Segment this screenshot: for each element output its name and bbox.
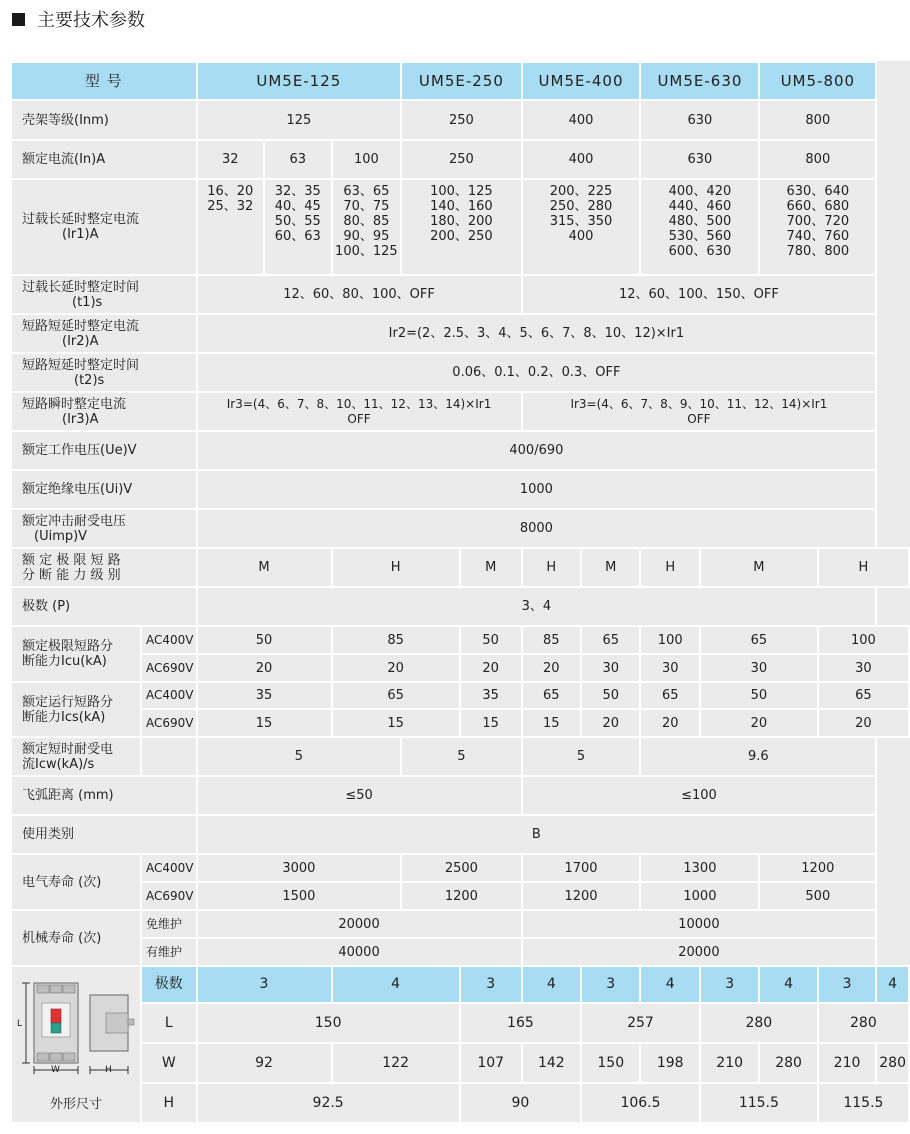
t1-label-line2: (t1)s [72,294,103,310]
elife-value: 1200 [401,882,521,910]
icu-value: 20 [460,654,522,682]
voltage-sublabel: AC400V [141,854,197,882]
dims-h-label: H [141,1083,197,1123]
ir1-value: 140、160 [430,199,493,214]
ics-value: 50 [581,682,640,709]
ir1-value: 70、75 [343,199,390,214]
icu-value: 20 [332,654,460,682]
model-um5-800: UM5-800 [759,62,876,100]
breaking-level-label-line2: 分 断 能 力 级 别 [22,567,121,583]
elife-value: 1700 [522,854,641,882]
dims-l-value: 257 [581,1003,700,1043]
mlife-row-free [11,910,909,938]
ir1-value: 60、63 [274,229,321,244]
t2-label-line1: 短路短延时整定时间 [22,357,140,373]
dimension-w-mark: W [51,1065,60,1075]
poles-value: 3、4 [197,587,877,626]
dims-w-label: W [141,1043,197,1083]
frame-value: 125 [197,100,402,140]
icu-value: 30 [700,654,818,682]
dims-w-value: 210 [700,1043,759,1083]
dims-h-value: 90 [460,1083,581,1123]
model-um5e-250: UM5E-250 [401,62,521,100]
ue-value: 400/690 [197,431,877,470]
ics-label-line1: 额定运行短路分 [22,694,114,710]
t1-row [11,275,909,314]
poles-row [11,587,909,626]
t2-label [11,353,197,392]
arc-value-left: ≤50 [197,776,522,815]
icu-value: 100 [640,626,699,654]
mlife-label: 机械寿命 (次) [11,910,141,966]
ics-value: 50 [700,682,818,709]
ir1-value: 50、55 [274,214,321,229]
icu-value: 20 [197,654,332,682]
elife-value: 500 [759,882,876,910]
icu-value: 50 [197,626,332,654]
voltage-sublabel: AC690V [141,882,197,910]
dims-l-value: 150 [197,1003,460,1043]
icw-label [11,737,141,776]
ir1-value: 200、225 [549,184,613,199]
ir1-value: 40、45 [274,199,321,214]
icw-row [11,737,909,776]
ics-label [11,682,141,737]
frame-value: 400 [522,100,641,140]
spec-table [10,61,910,1124]
dims-w-value: 92 [197,1043,332,1083]
t2-label-line2: (t2)s [74,372,105,388]
model-um5e-400: UM5E-400 [522,62,641,100]
ui-label: 额定绝缘电压(Ui)V [11,470,197,509]
breaking-level-row [11,548,909,587]
ir1-values-b [264,179,332,275]
dims-l-value: 280 [818,1003,909,1043]
dims-pole-value: 3 [460,966,522,1003]
model-label: 型 号 [11,62,197,100]
ics-value: 35 [460,682,522,709]
ir1-value: 530、560 [668,229,732,244]
dims-poles-label: 极数 [141,966,197,1003]
dims-w-value: 280 [759,1043,817,1083]
dims-h-row [11,1083,909,1123]
ir1-values-m3 [522,179,641,275]
ir1-value: 100、125 [335,244,398,259]
rated-current-value: 630 [640,140,759,179]
icw-value: 5 [197,737,402,776]
elife-value: 1000 [640,882,759,910]
voltage-sublabel: AC400V [141,626,197,654]
dims-pole-value: 4 [332,966,460,1003]
header-row [11,62,909,100]
frame-value: 250 [401,100,521,140]
dims-w-value: 210 [818,1043,876,1083]
ir1-value: 660、680 [786,199,850,214]
ir1-values-a [197,179,265,275]
icu-value: 30 [818,654,909,682]
ir1-value: 32、35 [274,184,321,199]
ir2-value: Ir2=(2、2.5、3、4、5、6、7、8、10、12)×Ir1 [197,314,877,353]
icu-row-690 [11,654,909,682]
elife-value: 1500 [197,882,402,910]
voltage-sublabel: AC690V [141,654,197,682]
ics-value: 65 [522,682,581,709]
ir3-left-line2: OFF [347,411,371,426]
rated-current-value: 400 [522,140,641,179]
model-um5e-630: UM5E-630 [640,62,759,100]
voltage-sublabel: AC400V [141,682,197,709]
dims-w-value: 198 [640,1043,699,1083]
dims-w-row [11,1043,909,1083]
t2-value: 0.06、0.1、0.2、0.3、OFF [197,353,877,392]
ics-value: 20 [700,709,818,737]
frame-value: 630 [640,100,759,140]
icw-value: 5 [522,737,641,776]
ir1-value: 440、460 [668,199,732,214]
ir1-value: 315、350 [549,214,613,229]
ics-row-690 [11,709,909,737]
rated-current-value: 800 [759,140,876,179]
dims-pole-value: 3 [581,966,640,1003]
breaking-level-value: M [700,548,818,587]
voltage-sublabel: AC690V [141,709,197,737]
ue-row [11,431,909,470]
arc-label: 飞弧距离 (mm) [11,776,197,815]
icw-value: 9.6 [640,737,876,776]
ir1-value: 180、200 [430,214,493,229]
t2-row [11,353,909,392]
toggle-handle [51,1009,61,1023]
ir1-label-line2: (Ir1)A [62,227,99,242]
elife-value: 1200 [522,882,641,910]
ir1-row [11,179,909,275]
section-title [12,7,145,31]
ir1-value: 400、420 [668,184,732,199]
arc-value-right: ≤100 [522,776,877,815]
icu-row-400 [11,626,909,654]
frame-label: 壳架等级(Inm) [11,100,197,140]
ir1-values-m4 [640,179,759,275]
icu-value: 85 [332,626,460,654]
ir1-value: 16、20 [207,184,254,199]
breaking-level-value: H [818,548,909,587]
ir1-values-c [332,179,402,275]
ir1-value: 200、250 [430,229,493,244]
category-label: 使用类别 [11,815,197,854]
uimp-label-line1: 额定冲击耐受电压 [22,513,127,529]
dims-pole-value: 4 [759,966,817,1003]
ir1-value: 740、760 [786,229,850,244]
icu-value: 65 [581,626,640,654]
icu-value: 30 [581,654,640,682]
ir3-right-line1: Ir3=(4、6、7、8、9、10、11、12、14)×Ir1 [570,396,828,411]
dims-w-value: 280 [876,1043,909,1083]
ir3-value-right [522,392,877,431]
ir1-label [11,179,197,275]
outline-drawing-cell [11,966,141,1123]
breaking-level-value: H [332,548,460,587]
dims-w-value: 122 [332,1043,460,1083]
ics-label-line2: 断能力Ics(kA) [22,709,106,725]
ir1-value: 480、500 [668,214,732,229]
dims-pole-value: 3 [197,966,332,1003]
icu-value: 100 [818,626,909,654]
arc-row [11,776,909,815]
ics-value: 15 [197,709,332,737]
dims-poles-row [11,966,909,1003]
t1-label-line1: 过载长延时整定时间 [22,279,140,295]
maintenance-sublabel: 免维护 [141,910,197,938]
ir2-label-line2: (Ir2)A [62,333,99,349]
ics-value: 15 [522,709,581,737]
ir2-row [11,314,909,353]
dims-h-value: 115.5 [700,1083,818,1123]
ics-value: 15 [460,709,522,737]
ics-value: 35 [197,682,332,709]
breaking-level-label [11,548,197,587]
dims-pole-value: 4 [876,966,909,1003]
ics-value: 65 [332,682,460,709]
elife-value: 1200 [759,854,876,882]
mlife-value: 10000 [522,910,877,938]
ui-value: 1000 [197,470,877,509]
frame-value: 800 [759,100,876,140]
ir1-value: 780、800 [786,244,850,259]
rated-current-row [11,140,909,179]
maintenance-sublabel: 有维护 [141,938,197,966]
breaking-level-label-line1: 额 定 极 限 短 路 [22,552,121,568]
ir3-left-line1: Ir3=(4、6、7、8、10、11、12、13、14)×Ir1 [226,396,492,411]
poles-label: 极数 (P) [11,587,197,626]
ics-row-400 [11,682,909,709]
ir1-value: 25、32 [207,199,254,214]
icu-label [11,626,141,682]
ir1-value: 63、65 [343,184,390,199]
outline-caption: 外形尺寸 [49,1097,102,1112]
ir1-value: 400 [568,229,594,244]
elife-label: 电气寿命 (次) [11,854,141,910]
ir1-value: 700、720 [786,214,850,229]
ics-value: 20 [581,709,640,737]
breaker-outline-drawing [12,977,140,1077]
rated-current-label: 额定电流(In)A [11,140,197,179]
ue-label: 额定工作电压(Ue)V [11,431,197,470]
square-bullet-icon [12,13,25,26]
icw-value: 5 [401,737,521,776]
ir1-value: 250、280 [549,199,613,214]
dims-h-value: 92.5 [197,1083,460,1123]
ir3-right-line2: OFF [687,411,711,426]
elife-row-690 [11,882,909,910]
icu-value: 85 [522,626,581,654]
dims-h-value: 115.5 [818,1083,909,1123]
frame-row [11,100,909,140]
ics-value: 20 [640,709,699,737]
icu-label-line2: 断能力Icu(kA) [22,654,107,669]
dims-w-value: 107 [460,1043,522,1083]
dimension-l-mark: L [17,1019,23,1029]
icu-value: 30 [640,654,699,682]
breaking-level-value: M [197,548,332,587]
uimp-label [11,509,197,548]
uimp-row [11,509,909,548]
breaking-level-value: H [640,548,699,587]
ir1-values-m5 [759,179,876,275]
model-um5e-125: UM5E-125 [197,62,402,100]
ir2-label-line1: 短路短延时整定电流 [22,318,140,334]
ics-value: 65 [818,682,909,709]
ir3-label [11,392,197,431]
ir1-value: 80、85 [343,214,390,229]
ics-value: 65 [640,682,699,709]
dims-pole-value: 3 [818,966,876,1003]
icu-label-line1: 额定极限短路分 [22,639,114,654]
ics-value: 20 [818,709,909,737]
ir3-label-line2: (Ir3)A [62,411,99,427]
ir1-values-m2 [401,179,521,275]
mlife-value: 20000 [197,910,522,938]
icu-value: 65 [700,626,818,654]
ir2-label [11,314,197,353]
dims-pole-value: 3 [700,966,759,1003]
ir1-label-line1: 过载长延时整定电流 [22,212,140,227]
dims-l-value: 165 [460,1003,581,1043]
rated-current-value: 100 [332,140,402,179]
rated-current-value: 63 [264,140,332,179]
t1-label [11,275,197,314]
ir1-value: 600、630 [668,244,732,259]
breaking-level-value: M [460,548,522,587]
category-value: B [197,815,877,854]
category-row [11,815,909,854]
ir1-value: 630、640 [786,184,850,199]
ir3-row [11,392,909,431]
section-title-text: 主要技术参数 [37,10,145,31]
mlife-value: 40000 [197,938,522,966]
icw-label-line1: 额定短时耐受电 [22,741,114,757]
elife-value: 3000 [197,854,402,882]
dims-pole-value: 4 [640,966,699,1003]
dims-l-label: L [141,1003,197,1043]
breaking-level-value: H [522,548,581,587]
ir3-label-line1: 短路瞬时整定电流 [22,396,127,412]
ir1-value: 100、125 [430,184,493,199]
mlife-value: 20000 [522,938,877,966]
mlife-row-maint [11,938,909,966]
icw-blank [141,737,197,776]
dims-w-value: 142 [522,1043,581,1083]
elife-row-400 [11,854,909,882]
uimp-value: 8000 [197,509,877,548]
ir1-value: 90、95 [343,229,390,244]
elife-value: 2500 [401,854,521,882]
breaking-level-value: M [581,548,640,587]
t1-value-left: 12、60、80、100、OFF [197,275,522,314]
rated-current-value: 250 [401,140,521,179]
elife-value: 1300 [640,854,759,882]
dims-pole-value: 4 [522,966,581,1003]
icu-value: 50 [460,626,522,654]
dimension-h-mark: H [105,1065,112,1075]
rated-current-value: 32 [197,140,265,179]
t1-value-right: 12、60、100、150、OFF [522,275,877,314]
ics-value: 15 [332,709,460,737]
ui-row [11,470,909,509]
dims-l-row [11,1003,909,1043]
dims-h-value: 106.5 [581,1083,700,1123]
icw-label-line2: 流Icw(kA)/s [22,756,95,772]
dims-w-value: 150 [581,1043,640,1083]
dims-l-value: 280 [700,1003,818,1043]
ir3-value-left [197,392,522,431]
icu-value: 20 [522,654,581,682]
uimp-label-line2: (Uimp)V [34,528,88,544]
